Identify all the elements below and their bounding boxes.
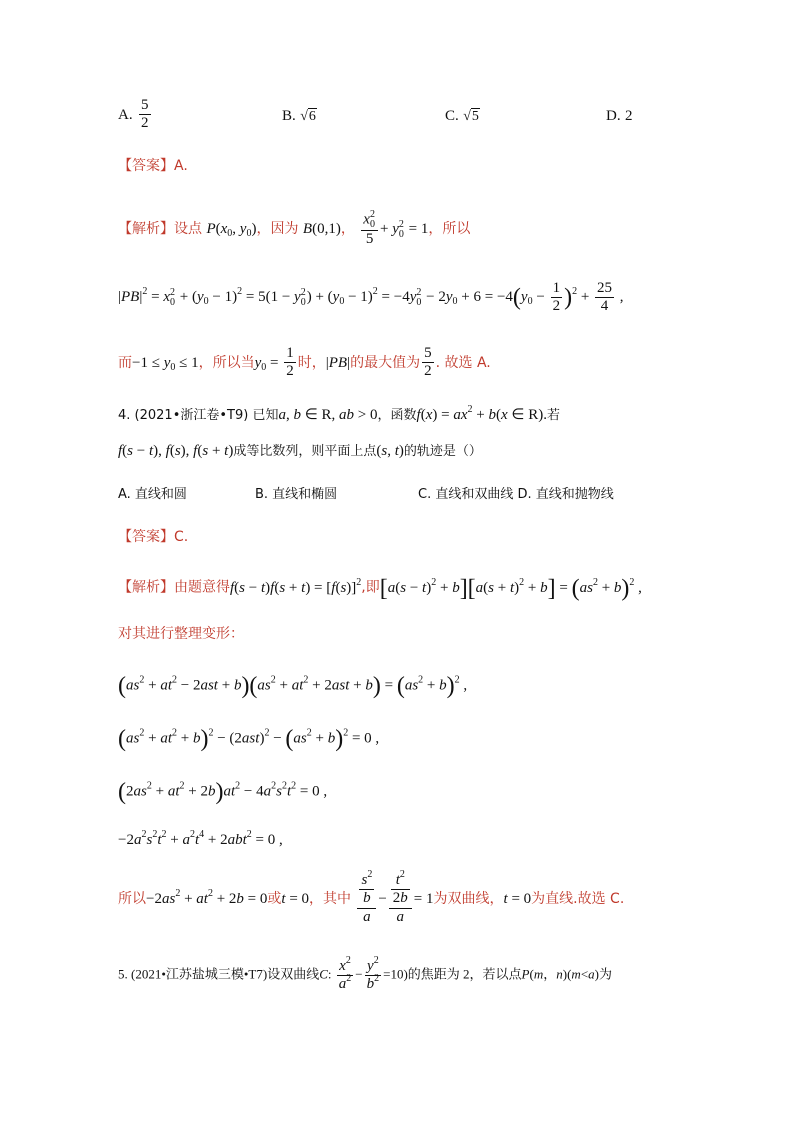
q4-analysis-line1: 【解析】由题意得$f(s - t)f(s + t) = [f(s)]^2$,即$[a(s - t)^2 + b][a(s + t)^2 + b] = (as^2 + b)^2$ , xyxy=(118,575,642,601)
q4-answer: 【答案】C. xyxy=(118,529,189,545)
q3-equation: $|PB|^2 = x$ 2 0 + $(y_0 - 1)^2 = 5(1 - y$ 2 0 ) + $(y_0 - 1)^2 = -4y$ 2 0 − $2y_0 + 6 = -4(y_0$ − $\frac{1}{2}$ )$^2$ + $\frac{25}{4}$ , xyxy=(118,280,624,315)
option-a-fraction: $\frac{5}{2}$ xyxy=(141,97,149,132)
q4-option-cd: C. 直线和双曲线 D. 直线和抛物线 xyxy=(418,487,614,502)
q4-step4: $-2a^2s^2t^2 + a^2t^4 + 2abt^2 = 0$ , xyxy=(118,829,283,848)
option-c: C. √5 xyxy=(445,108,479,124)
option-b: B. √6 xyxy=(282,108,316,124)
option-a xyxy=(118,97,153,133)
q4-option-a: A. 直线和圆 xyxy=(118,487,187,502)
option-d: D. 2 xyxy=(606,108,633,124)
q3-answer: 【答案】A. xyxy=(118,158,188,174)
q3-conclusion: 而$-1 \le y_0 \le 1$，所以当$y_0$ = $\frac{1}{2}$ 时，|PB|的最大值为 $\frac{5}{2}$ . 故选 A. xyxy=(118,345,491,380)
q4-step2: $(as^2 + at^2 + b)^2 - (2ast)^2 - (as^2 + b)^2 = 0$ , xyxy=(118,726,380,752)
q4-stem-line2: f(s − t), f(s), f(s + t)成等比数列，则平面上点(s, t)的轨迹是（） xyxy=(118,443,482,459)
sqrt-icon: √6 xyxy=(300,109,316,124)
q4-stem-line1: 4. (2021•浙江卷•T9) 已知a, b ∈ R, ab > 0，函数$f(x) = ax^2 + b(x$ ∈ R).若 xyxy=(118,404,560,423)
option-a-letter: A. xyxy=(118,106,133,123)
q4-step1: $(as^2 + at^2 - 2ast + b)(as^2 + at^2 + 2ast + b) = (as^2 + b)^2$ , xyxy=(118,673,468,699)
q5-stem: 5. (2021•江苏盐城三模•T7)设双曲线C: $\frac{x^2}{a^2}$ − $\frac{y^2}{b^2}$ =10)的焦距为 2，若以点P(m，n)(m<a)为 xyxy=(118,955,613,993)
q4-option-b: B. 直线和椭圆 xyxy=(255,487,338,502)
q4-analysis-line2: 对其进行整理变形： xyxy=(118,626,244,642)
q4-step3: $(2as^2 + at^2 + 2b)at^2 - 4a^2s^2t^2 = 0$ , xyxy=(118,779,328,805)
q4-final: 所以$-2as^2 + at^2 + 2b = 0$或t = 0，其中 $\frac{\frac{s^2}{b}}{a}$ − $\frac{\frac{t^2}{2b}}{a}$ = 1为双曲线，t = 0为直线.故选 C. xyxy=(118,869,625,925)
q3-analysis-line1: 【解析】设点 $P(x_0$, $y_0$)，因为 B(0,1)， x 2 0 5 + y 2 0 = 1，所以 xyxy=(118,209,471,247)
sqrt-icon: √5 xyxy=(463,109,479,124)
